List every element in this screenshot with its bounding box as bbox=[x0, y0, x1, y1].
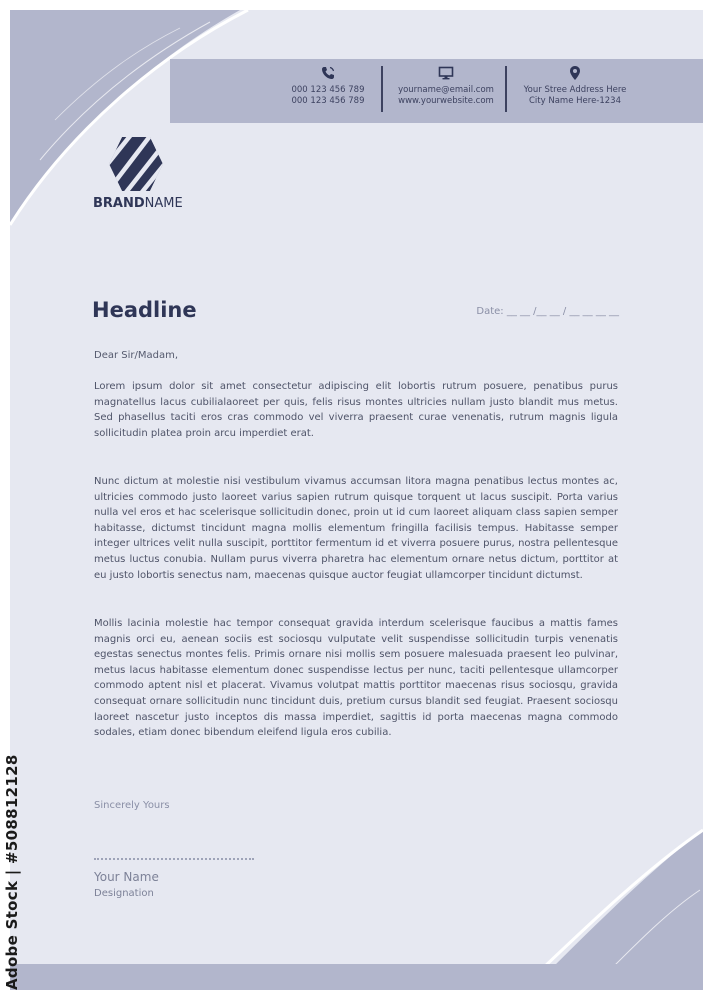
page-title: Headline bbox=[92, 298, 197, 322]
body-paragraph: Nunc dictum at molestie nisi vestibulum vivamus accumsan litora magna penatibus lectus montes ac, ultricies commodo justo laoreet varius sapien rutrum quisque torquent ut lacus suscipit. Porta varius nulla vel eros et hac scelerisque sollicitudin donec, proin ut id cum laoreet aliquam class sapien semper habitasse, dictumst tincidunt magna mollis elementum fringilla facilisis tempus. Habitasse semper integer ultrices velit nulla suscipit, porttitor fermentum id et viverra posuere purus, nostra pellentesque metus luctus conubia. Nullam purus viverra pharetra hac elementum ornare netus dictum, porttitor at eu justo lobortis senectus nam, maecenas quisque auctor feugiat ullamcorper tincidunt dictumst. bbox=[94, 476, 618, 581]
contact-web bbox=[396, 65, 496, 107]
signer-name: Your Name bbox=[94, 870, 159, 884]
footer-band bbox=[10, 964, 703, 990]
signer-designation: Designation bbox=[94, 888, 154, 899]
body-paragraph: Lorem ipsum dolor sit amet consectetur adipiscing elit lobortis rutrum posuere, penatibus purus magnatellus lacus cubilialaoreet per quis, felis risus montes ultricies nullam justo blandit mus metus. Sed phasellus taciti eros cras commodo vel viverra praesent curae venenatis, rutrum magnis ligula sollicitudin platea proin arcu imperdiet erat. bbox=[94, 381, 618, 439]
brand-name-regular: NAME bbox=[144, 196, 183, 211]
stock-id-watermark: Adobe Stock | #508812128 bbox=[3, 754, 21, 990]
contact-header-band bbox=[170, 59, 703, 123]
closing-text: Sincerely Yours bbox=[94, 800, 170, 811]
signature-line bbox=[94, 858, 254, 860]
brand-name bbox=[93, 196, 183, 211]
website-text: www.yourwebsite.com bbox=[398, 96, 494, 106]
contact-divider bbox=[505, 66, 507, 112]
monitor-icon bbox=[438, 65, 454, 81]
contact-phone bbox=[282, 65, 374, 107]
phone-line-1: 000 123 456 789 bbox=[291, 85, 365, 95]
brand-name-bold: BRAND bbox=[93, 196, 145, 211]
phone-icon bbox=[320, 65, 336, 81]
contact-address bbox=[514, 65, 636, 107]
date-field: Date: __ __ /__ __ / __ __ __ __ bbox=[476, 306, 619, 317]
phone-line-2: 000 123 456 789 bbox=[291, 96, 365, 106]
address-line-2: City Name Here-1234 bbox=[529, 96, 621, 106]
contact-divider bbox=[381, 66, 383, 112]
brand-logo-icon bbox=[108, 136, 164, 192]
letterhead-page bbox=[10, 10, 703, 990]
body-paragraph: Mollis lacinia molestie hac tempor consequat gravida interdum scelerisque faucibus a mattis fames magnis orci eu, aenean sociis est sociosqu vulputate velit suspendisse sollicitudin turpis venenatis egestas senectus montes felis. Primis ornare nisi mollis sem posuere malesuada praesent leo pulvinar, metus lacus habitasse elementum donec suspendisse lectus per nunc, taciti pellentesque ullamcorper commodo aptent nisl et placerat. Vivamus volutpat mattis porttitor maecenas risus sociosqu, gravida consequat ornare sollicitudin nunc tincidunt duis, pretium cursus blandit sed feugiat. Praesent sociosqu laoreet nascetur justo inceptos dis massa imperdiet, sagittis id porta maecenas magna commodo sodales, etiam donec bibendum eleifend ligula eros cubilia. bbox=[94, 618, 618, 739]
address-line-1: Your Stree Address Here bbox=[523, 85, 627, 95]
email-text: yourname@email.com bbox=[398, 85, 494, 95]
salutation: Dear Sir/Madam, bbox=[94, 350, 179, 361]
location-pin-icon bbox=[567, 65, 583, 81]
